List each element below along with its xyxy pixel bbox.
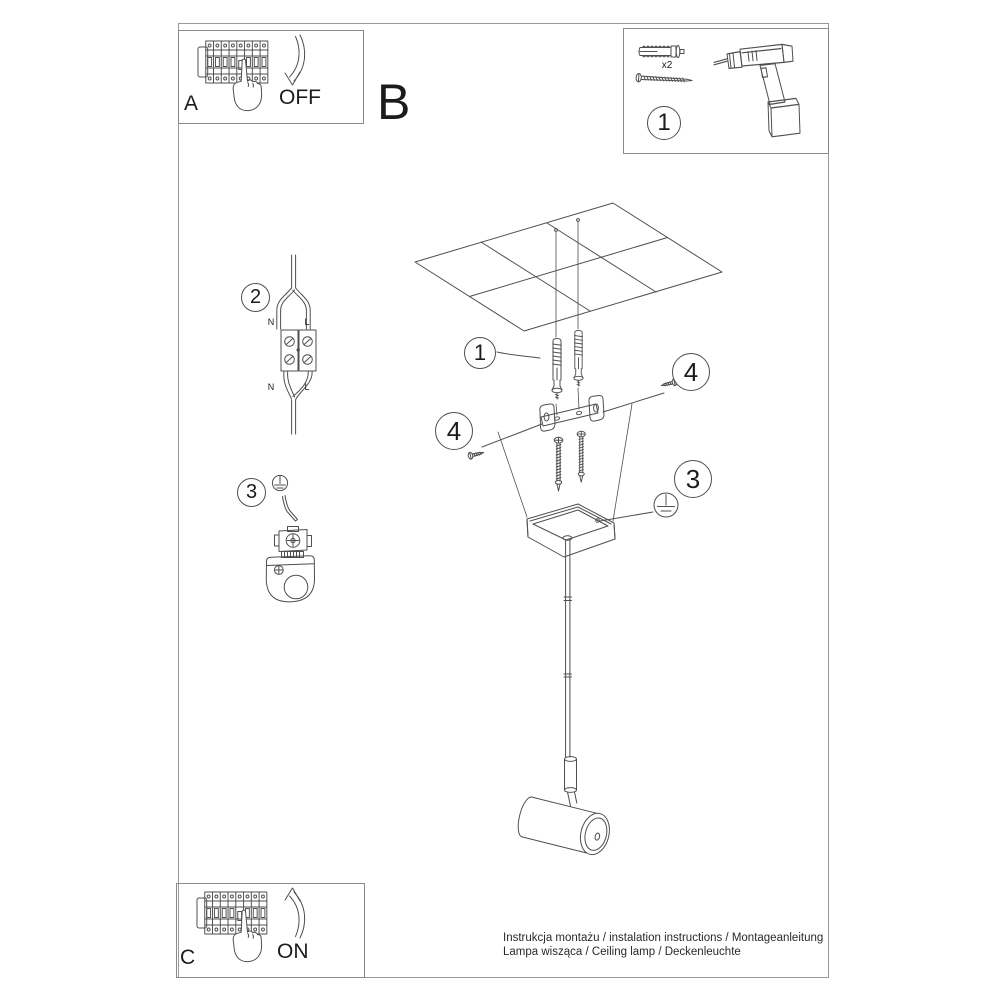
callout-dowel: 1 [464,337,496,369]
section-b-label: B [377,74,411,130]
footer-line1: Instrukcja montażu / instalation instructions / Montageanleitung [503,932,824,944]
kit-dowel-qty: x2 [661,60,673,71]
step2-callout: 2 [241,283,270,312]
wire-label-l-top: L [304,317,310,327]
callout-screw-right: 4 [672,353,710,391]
kit-callout: 1 [647,106,681,140]
power-on-box [176,883,365,978]
panel-c-state: ON [277,940,309,963]
step3-callout: 3 [237,478,266,507]
callout-screw-left: 4 [435,412,473,450]
power-off-box [178,30,364,124]
panel-c-label: C [180,946,196,969]
wire-label-n-bottom: N [267,382,275,392]
wire-label-l-bottom: L [304,382,310,392]
wire-label-n-top: N [267,317,275,327]
callout-earth: 3 [674,460,712,498]
panel-a-label: A [184,92,199,115]
page-frame [178,23,829,978]
footer-line2: Lampa wisząca / Ceiling lamp / Deckenleuchte [503,946,741,958]
panel-a-state: OFF [279,86,321,109]
